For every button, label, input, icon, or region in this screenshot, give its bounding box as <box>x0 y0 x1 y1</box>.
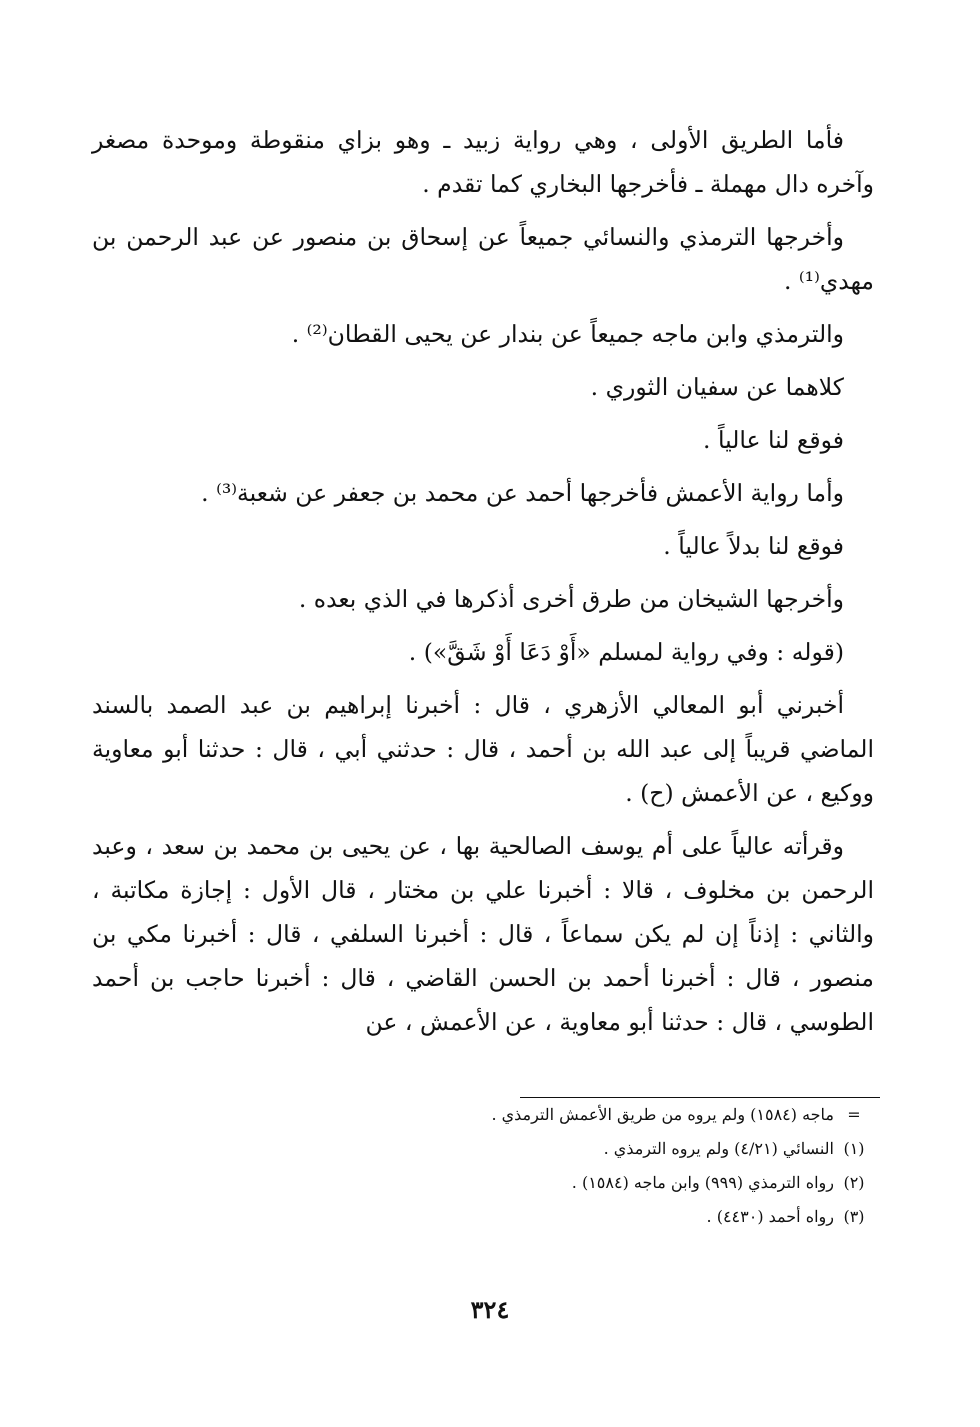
footnote-mark: (٣) <box>843 1207 865 1226</box>
footnote-text: رواه الترمذي (٩٩٩) وابن ماجه (١٥٨٤) . <box>571 1173 834 1192</box>
paragraph-amash-route: وأما رواية الأعمش فأخرجها أحمد عن محمد بن جعفر عن شعبة⁽³⁾ . <box>201 479 844 507</box>
footnote-text: النسائي (٤/٢١) ولم يروه الترمذي . <box>603 1139 834 1158</box>
paragraph-tirmidhi-ibn-majah: والترمذي وابن ماجه جميعاً عن بندار عن يحيى القطان⁽²⁾ . <box>291 320 844 348</box>
paragraph-isnad-azhari: أخبرني أبو المعالي الأزهري ، قال : أخبرنا إبراهيم بن عبد الصمد بالسند الماضي قريباً إلى عبد الله بن أحمد ، قال : حدثني أبي ، قال : حدثنا أبو معاوية ووكيع ، عن الأعمش (ح) . <box>92 691 874 807</box>
footnote-text: رواه أحمد (٤٤٣٠) . <box>706 1207 834 1226</box>
footnote-mark: = <box>847 1105 861 1124</box>
footnote-item <box>92 1166 874 1200</box>
footnote-mark: (١) <box>843 1139 865 1158</box>
footnote-item <box>92 1200 874 1234</box>
footnote-text: ماجه (١٥٨٤) ولم يروه من طريق الأعمش الترمذي . <box>491 1105 834 1124</box>
paragraph-fell-badal-high: فوقع لنا بدلاً عالياً . <box>663 532 844 560</box>
paragraph-isnad-umm-yusuf: وقرأته عالياً على أم يوسف الصالحية بها ، عن يحيى بن محمد بن سعد ، وعبد الرحمن بن مخلوف ، قالا : أخبرنا علي بن مختار ، قال الأول : إجازة مكاتبة ، والثاني : إذناً إن لم يكن سماعاً ، قال : أخبرنا السلفي ، قال : أخبرنا مكي بن منصور ، قال : أخبرنا أحمد بن الحسن القاضي ، قال : أخبرنا حاجب بن أحمد الطوسي ، قال : حدثنا أبو معاوية ، عن الأعمش ، عن <box>92 832 874 1036</box>
footnote-mark: (٢) <box>843 1173 865 1192</box>
paragraph-shaykhan: وأخرجها الشيخان من طرق أخرى أذكرها في الذي بعده . <box>298 585 844 613</box>
footnote-item <box>92 1132 874 1166</box>
page-number: ٣٢٤ <box>470 1295 510 1324</box>
paragraph-both-from-sufyan: كلاهما عن سفيان الثوري . <box>590 373 844 401</box>
paragraph-muslim-narration: (قوله : وفي رواية لمسلم «أَوْ دَعَا أَوْ شَقَّ») . <box>408 638 844 666</box>
paragraph-fell-high: فوقع لنا عالياً . <box>703 426 844 454</box>
footnote-item <box>92 1098 874 1132</box>
paragraph-tirmidhi-nasai: وأخرجها الترمذي والنسائي جميعاً عن إسحاق بن منصور عن عبد الرحمن بن مهدي⁽¹⁾ . <box>92 223 874 295</box>
main-text <box>92 118 874 1053</box>
paragraph-zubaid-route: فأما الطريق الأولى ، وهي رواية زبيد ـ وهو بزاي منقوطة وموحدة مصغر وآخره دال مهملة ـ فأخرجها البخاري كما تقدم . <box>92 126 874 198</box>
footnotes <box>92 1098 874 1234</box>
